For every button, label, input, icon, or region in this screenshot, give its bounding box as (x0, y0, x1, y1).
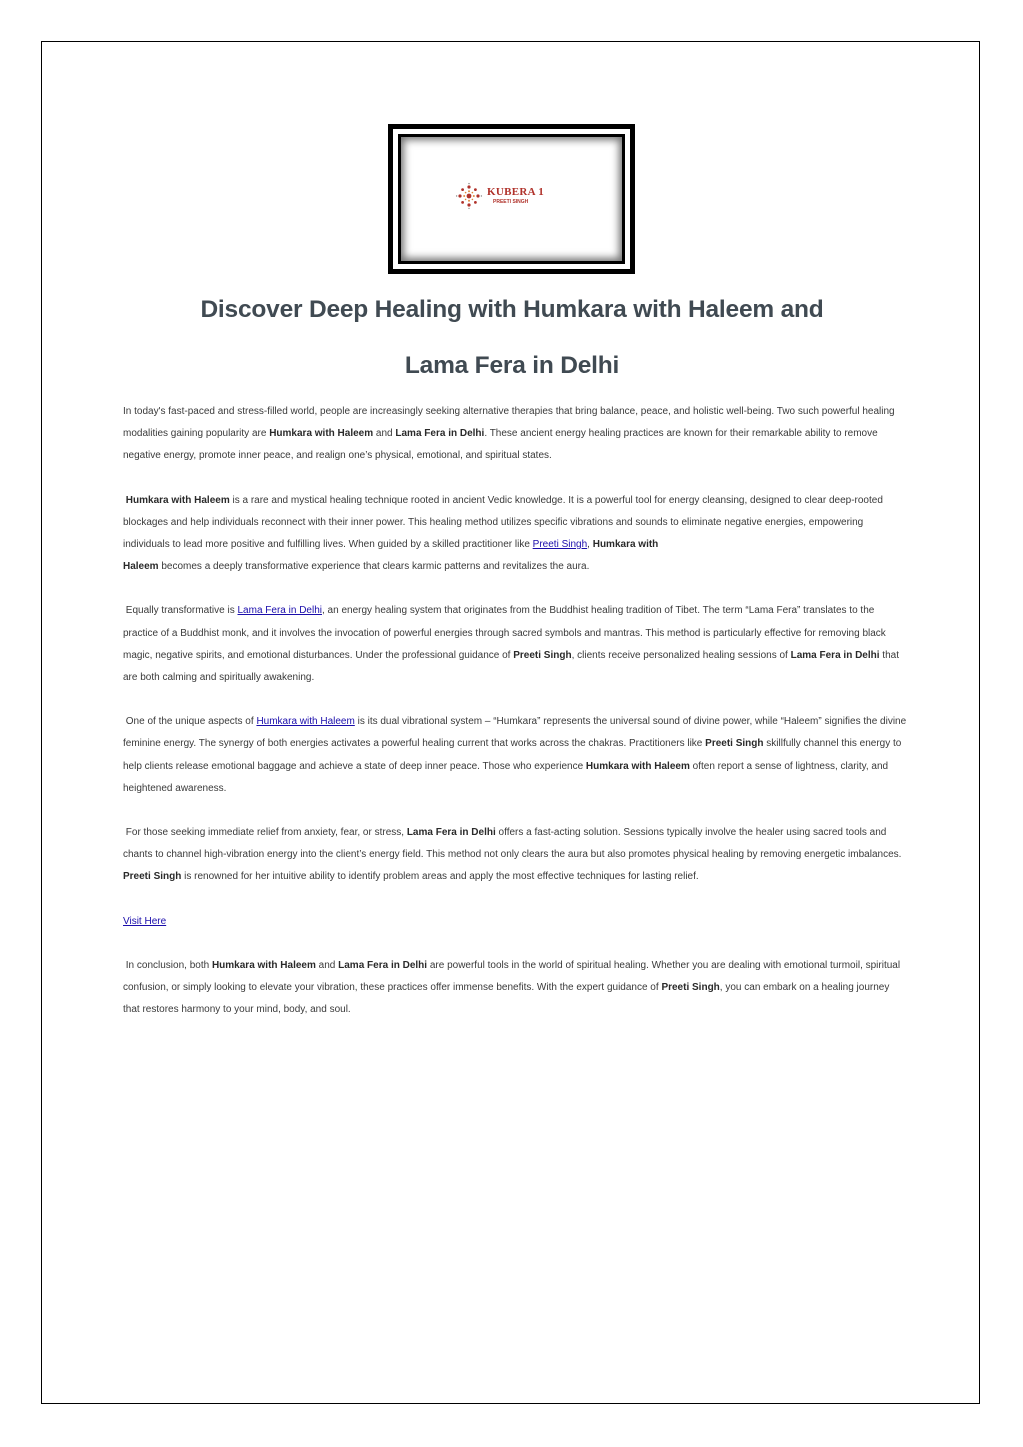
logo (455, 181, 544, 211)
paragraph-relief: For those seeking immediate relief from anxiety, fear, or stress, Lama Fera in Delhi offers a fast-acting solution. Sessions typically involve the healer using sacred tools and chants to channel high-vibration energy into the client’s energy field. This method not only clears the aura but also promotes physical healing by removing energetic imbalances. Preeti Singh is renowned for her intuitive ability to identify problem areas and apply the most effective techniques for lasting relief. (123, 827, 902, 883)
page-title-line-2: Lama Fera in Delhi (404, 352, 620, 379)
paragraph-humkara: Humkara with Haleem is a rare and mystical healing technique rooted in ancient Vedic knowledge. It is a powerful tool for energy cleansing, designed to clear deep-rooted blockages and help individuals reconnect with their inner power. This healing method utilizes specific vibrations and sounds to eliminate negative energies, empowering individuals to lead more positive and fulfilling lives. When guided by a skilled practitioner like Preeti Singh, Humkara with Haleem becomes a deeply transformative experience that clears karmic patterns and revitalizes the aura. (123, 494, 883, 573)
paragraph-intro: In today's fast-paced and stress-filled world, people are increasingly seeking alternative therapies that bring balance, peace, and holistic well-being. Two such powerful healing modalities gaining popularity are Humkara with Haleem and Lama Fera in Delhi. These ancient energy healing practices are known for their remarkable ability to remove negative energy, promote inner peace, and realign one’s physical, emotional, and spiritual states. (123, 406, 895, 462)
preeti-singh-link[interactable]: Preeti Singh (532, 539, 588, 551)
visit-paragraph (123, 911, 908, 933)
mandala-logo-icon (455, 182, 483, 210)
paragraph-dual-system: One of the unique aspects of Humkara with Haleem is its dual vibrational system – “Humkara” represents the universal sound of divine power, while “Haleem” signifies the divine feminine energy. The synergy of both energies activates a powerful healing current that works across the chakras. Practitioners like Preeti Singh skillfully channel this energy to help clients release emotional baggage and achieve a state of deep inner peace. Those who experience Humkara with Haleem often report a sense of lightness, clarity, and heightened awareness. (123, 716, 907, 794)
logo-brand: KUBERA 1 (487, 186, 545, 198)
lama-fera-link[interactable]: Lama Fera in Delhi (237, 605, 322, 617)
visit-here-link[interactable]: Visit Here (123, 915, 167, 927)
paragraph-conclusion: In conclusion, both Humkara with Haleem and Lama Fera in Delhi are powerful tools in the world of spiritual healing. Whether you are dealing with emotional turmoil, spiritual confusion, or simply looking to elevate your vibration, these practices offer immense benefits. With the expert guidance of Preeti Singh, you can embark on a healing journey that restores harmony to your mind, body, and soul. (123, 959, 901, 1016)
logo-subtitle: PREETI SINGH (493, 199, 529, 205)
page-title-line-1: Discover Deep Healing with Humkara with Haleem and (200, 296, 824, 323)
article-body (123, 401, 908, 1043)
paragraph-lama-fera: Equally transformative is Lama Fera in Delhi, an energy healing system that originates from the Buddhist healing tradition of Tibet. The term “Lama Fera” translates to the practice of a Buddhist monk, and it involves the invocation of powerful energies through sacred symbols and mantras. This method is particularly effective for removing black magic, negative spirits, and emotional disturbances. Under the professional guidance of Preeti Singh, clients receive personalized healing sessions of Lama Fera in Delhi that are both calming and spiritually awakening. (123, 605, 899, 684)
humkara-link[interactable]: Humkara with Haleem (256, 716, 355, 728)
